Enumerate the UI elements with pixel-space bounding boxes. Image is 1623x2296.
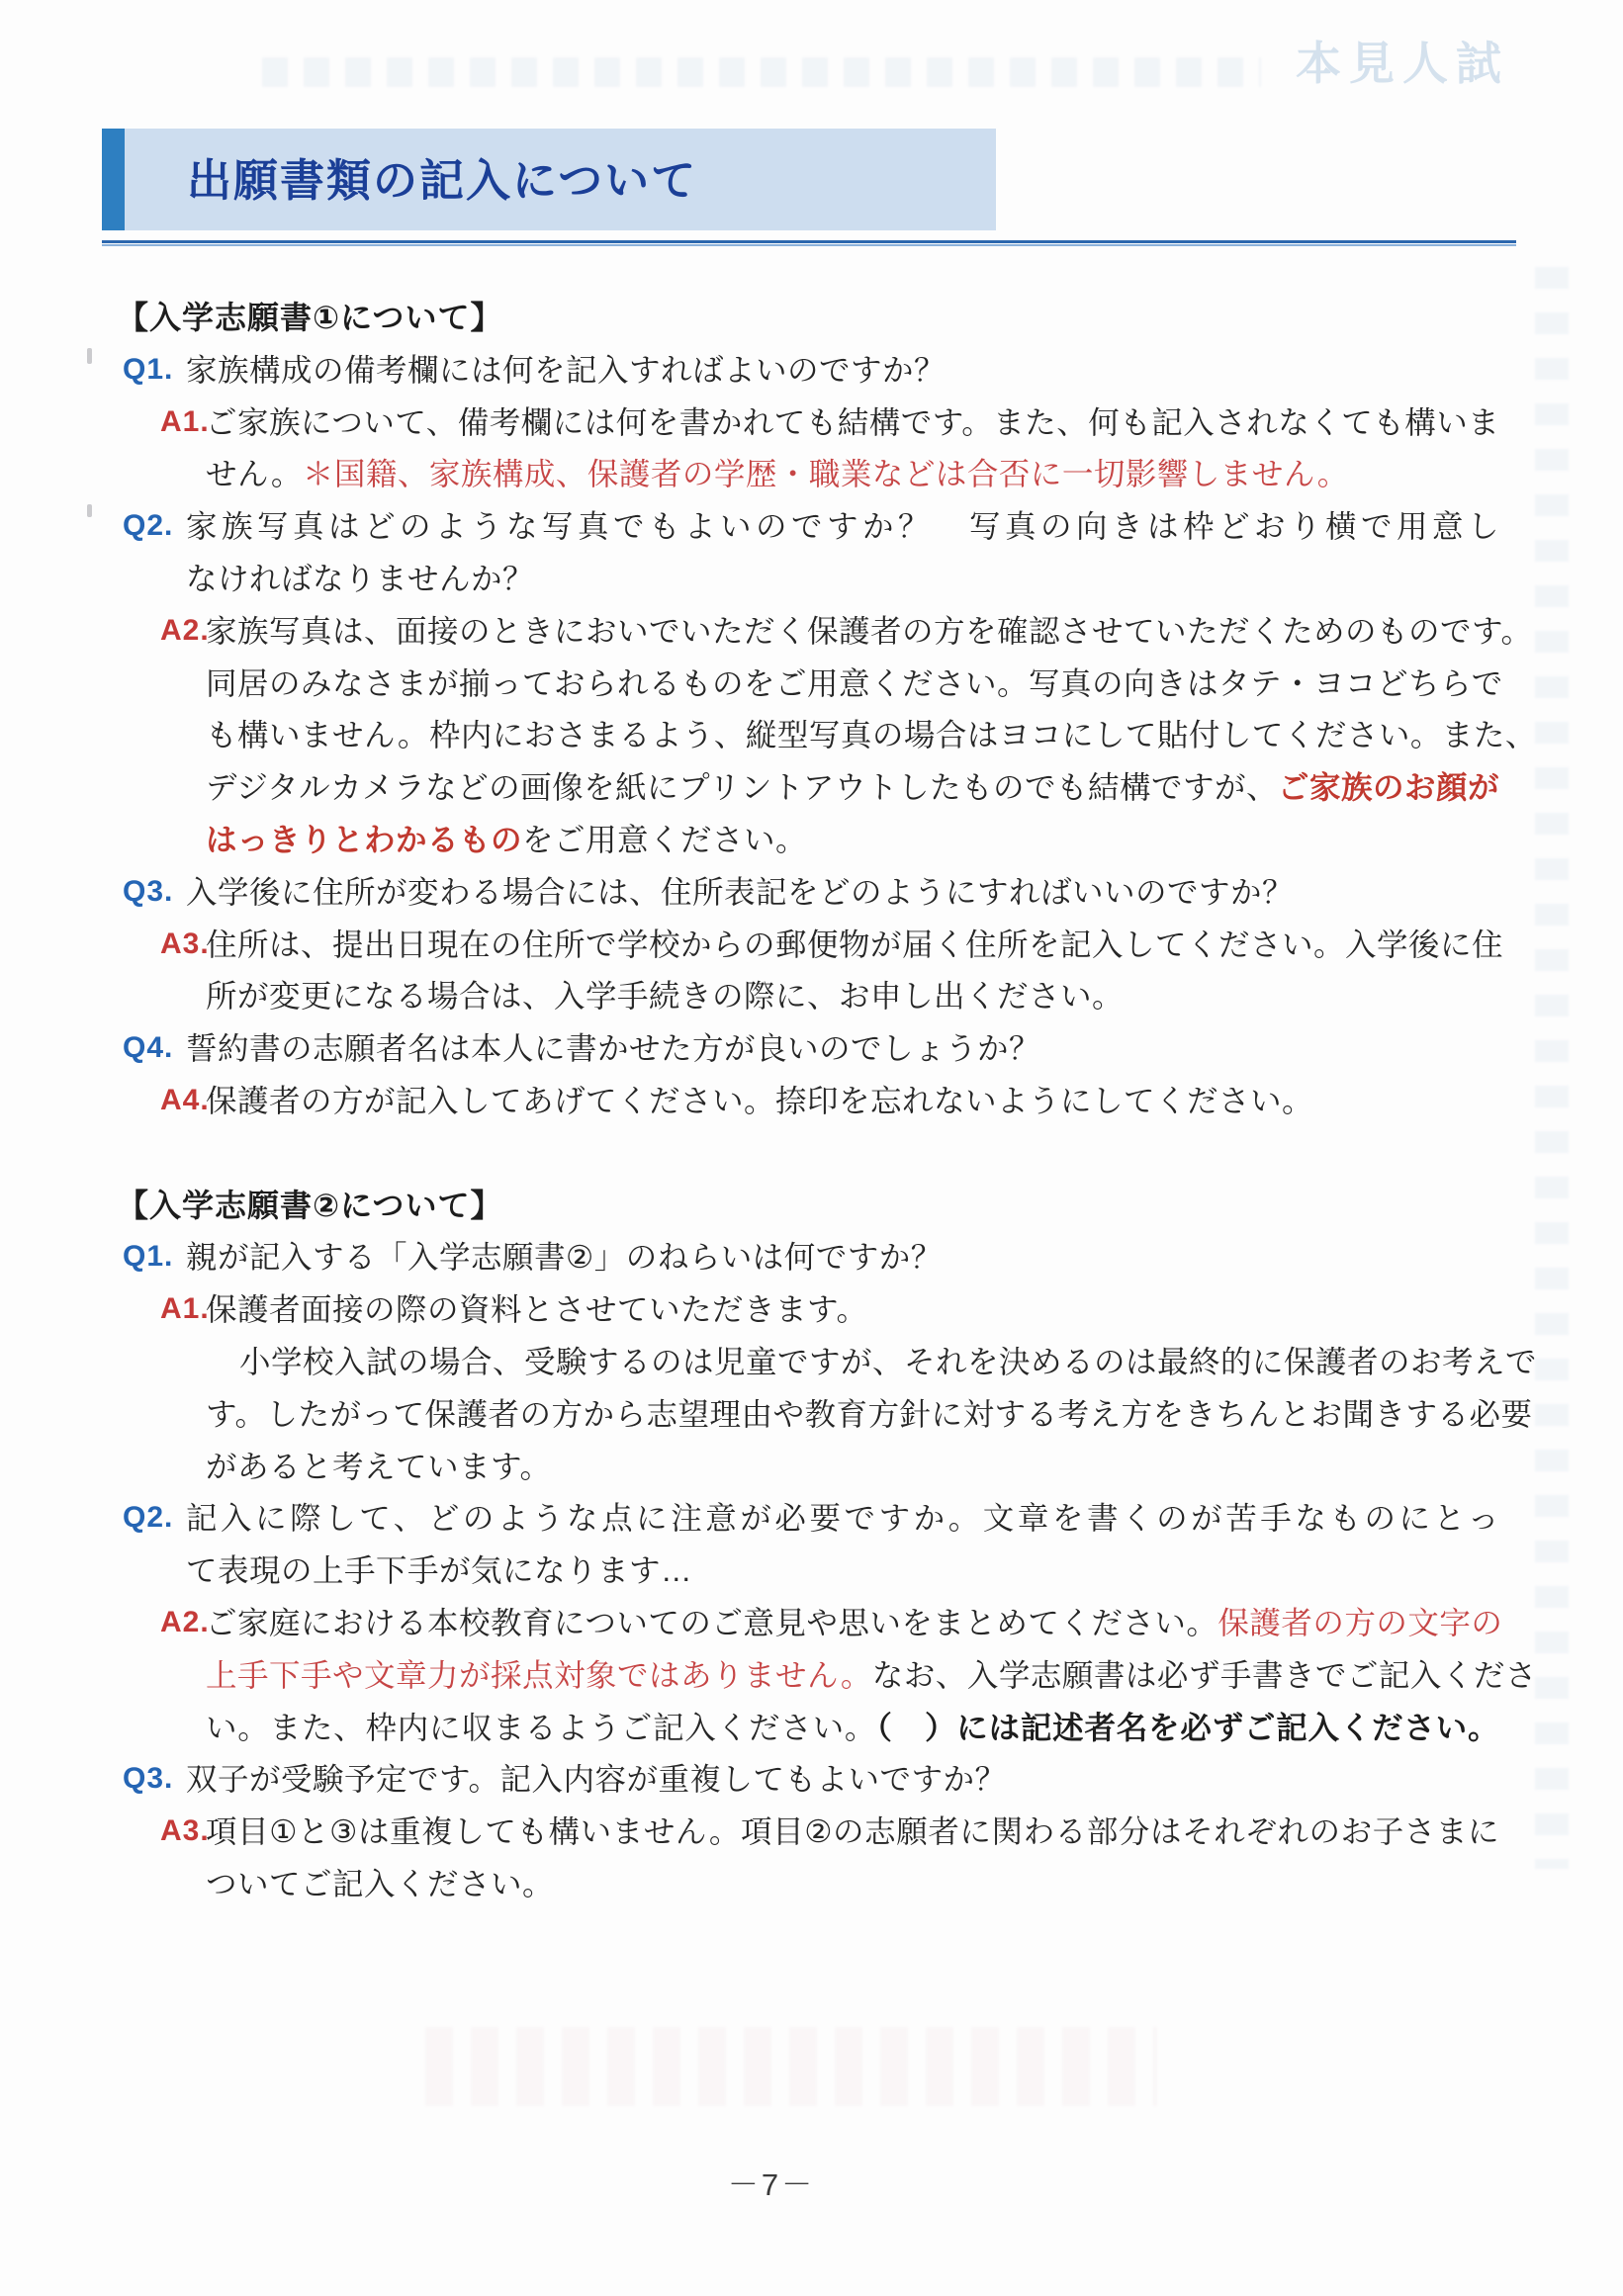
text-segment: 住所は、提出日現在の住所で学校からの郵便物が届く住所を記入してください。入学後に住 [206,926,1504,962]
answer-label: A3. [160,1814,210,1848]
question-row [0,1492,1623,1545]
text-segment: 項目①と③は重複しても構いません。項目②の志願者に関わる部分はそれぞれのお子さまに [206,1813,1499,1850]
text-segment: （ ）には記述者名を必ずご記入ください。 [876,1709,1499,1745]
qa-text-line [206,970,1623,1022]
text-segment: ご家族について、備考欄には何を書かれても結構です。また、何も記入されなくても構いま [206,403,1500,440]
qa-text-line [206,709,1537,761]
bleedthrough-bottom-marks [425,2027,1157,2106]
text-segment: 上手下手や文章力が採点対象ではありません。 [206,1656,872,1693]
qa-text-line [206,1441,1623,1493]
qa-text-line [206,658,1503,710]
qa-text-line [206,1283,1623,1336]
text-segment: なければなりませんか？ [186,560,535,596]
text-segment: す。したがって保護者の方から志望理由や教育方針に対する考え方をきちんとお聞きする必要 [206,1395,1533,1432]
text-segment: デジタルカメラなどの画像を紙にプリントアウトしたものでも結構ですが、 [206,769,1278,806]
question-label: Q2. [123,1501,174,1535]
qa-text-line [186,1231,1623,1283]
question-label: Q4. [123,1031,174,1065]
qa-text-line [206,605,1533,658]
answer-row [0,919,1623,971]
qa-text-line [206,1597,1503,1649]
qa-continuation-row [0,814,1623,866]
text-segment: があると考えています。 [206,1448,552,1484]
qa-continuation-row [0,1858,1623,1910]
qa-text-line [206,1806,1499,1858]
text-segment: ＊国籍、家族構成、保護者の学歴・職業などは合否に一切影響しません。 [302,456,1349,492]
text-segment: 保護者面接の際の資料とさせていただきます。 [206,1291,868,1328]
section-heading: 【入学志願書①について】 [117,300,503,335]
question-row [0,1022,1623,1075]
qa-continuation-row [0,553,1623,605]
answer-label: A2. [160,613,210,647]
qa-text-line [186,1545,1623,1597]
text-segment: 記入に際して、どのような点に注意が必要ですか。文章を書くのが苦手なものにとっ [186,1500,1499,1537]
text-segment: 保護者の方の文字の [1217,1604,1503,1640]
question-row [0,1753,1623,1806]
text-segment: も構いません。枠内におさまるよう、縦型写真の場合はヨコにして貼付してください。また、 [206,717,1537,753]
qa-text-line [186,866,1623,919]
qa-continuation-row [0,448,1623,500]
text-segment: 同居のみなさまが揃っておられるものをご用意ください。写真の向きはタテ・ヨコどちらで [206,664,1503,701]
text-segment: をご用意ください。 [522,821,808,857]
qa-text-line [206,1702,1499,1754]
page-number: －7－ [727,2167,816,2202]
answer-label: A1. [160,1292,210,1326]
qa-text-line [186,500,1499,553]
divider-line-light [102,244,1516,246]
divider-line-dark [102,240,1516,243]
qa-continuation-row [0,709,1623,761]
answer-row [0,1283,1623,1336]
bleedthrough-top-band [262,57,1261,87]
answer-label: A3. [160,927,210,960]
answer-row [0,1075,1623,1127]
qa-text-line [206,1075,1623,1127]
qa-continuation-row [0,1545,1623,1597]
text-segment: 家族構成の備考欄には何を記入すればよいのですか？ [186,351,947,388]
text-segment: 双子が受験予定です。記入内容が重複してもよいですか？ [186,1761,1007,1798]
question-label: Q1. [123,1240,174,1274]
qa-text-line [206,1858,1623,1910]
answer-label: A4. [160,1083,210,1116]
question-label: Q1. [123,352,174,386]
qa-text-line [186,1492,1499,1545]
question-label: Q3. [123,1762,174,1796]
qa-text-line [206,448,1623,500]
text-segment: 家族写真は、面接のときにおいでいただく保護者の方を確認させていただくためのものです。 [206,612,1533,649]
text-segment: ついてご記入ください。 [206,1865,555,1901]
qa-text-line [206,1649,1537,1702]
question-row [0,500,1623,553]
text-segment: はっきりとわかるもの [206,821,523,857]
qa-content [0,292,1623,1910]
qa-text-line [186,1753,1623,1806]
text-segment: ご家庭における本校教育についてのご意見や思いをまとめてください。 [206,1604,1218,1640]
text-segment: 誓約書の志願者名は本人に書かせた方が良いのでしょうか？ [186,1030,1041,1067]
question-row [0,866,1623,919]
text-segment: い。また、枠内に収まるようご記入ください。 [206,1709,877,1745]
question-label: Q2. [123,509,174,543]
text-segment: なお、入学志願書は必ず手書きでご記入くださ [871,1656,1537,1693]
row-spacer [0,1127,1623,1180]
qa-continuation-row [0,1336,1623,1388]
question-row [0,344,1623,397]
answer-label: A1. [160,404,210,438]
text-segment: 入学後に住所が変わる場合には、住所表記をどのようにすればいいのですか？ [186,873,1295,910]
qa-text-line [186,553,1623,605]
qa-text-line [206,761,1499,814]
answer-label: A2. [160,1605,210,1638]
qa-continuation-row [0,658,1623,710]
qa-text-line [206,397,1499,449]
qa-continuation-row [0,1388,1623,1441]
text-segment: せん。 [206,456,303,492]
page-title: 出願書類の記入について [187,155,698,206]
qa-continuation-row [0,970,1623,1022]
text-segment: 所が変更になる場合は、入学手続きの際に、お申し出ください。 [206,978,1125,1015]
qa-text-line [239,1336,1538,1388]
answer-row [0,397,1623,449]
text-segment: ご家族のお顔が [1277,769,1499,806]
qa-continuation-row [0,1441,1623,1493]
answer-row [0,1806,1623,1858]
qa-text-line [186,344,1623,397]
text-segment: 小学校入試の場合、受験するのは児童ですが、それを決めるのは最終的に保護者のお考えで [239,1343,1538,1379]
text-segment: 家族写真はどのような写真でもよいのですか？ 写真の向きは枠どおり横で用意し [186,508,1499,545]
qa-text-line [206,814,1623,866]
answer-row [0,605,1623,658]
text-segment: 親が記入する「入学志願書②」のねらいは何ですか？ [186,1239,943,1276]
qa-continuation-row [0,761,1623,814]
header-banner [102,129,996,230]
qa-text-line [186,1022,1623,1075]
text-segment: て表現の上手下手が気になります… [186,1552,693,1589]
bleedthrough-mirrored-text: 本見人試 [1296,38,1509,89]
qa-continuation-row [0,1702,1623,1754]
qa-continuation-row [0,1649,1623,1702]
section-heading: 【入学志願書②について】 [117,1187,503,1223]
text-segment: 保護者の方が記入してあげてください。捺印を忘れないようにしてください。 [206,1082,1314,1118]
question-label: Q3. [123,874,174,908]
header-divider [102,240,1516,246]
qa-text-line [206,919,1504,971]
question-row [0,1231,1623,1283]
qa-text-line [206,1388,1533,1441]
banner-accent-bar [102,129,125,230]
answer-row [0,1597,1623,1649]
